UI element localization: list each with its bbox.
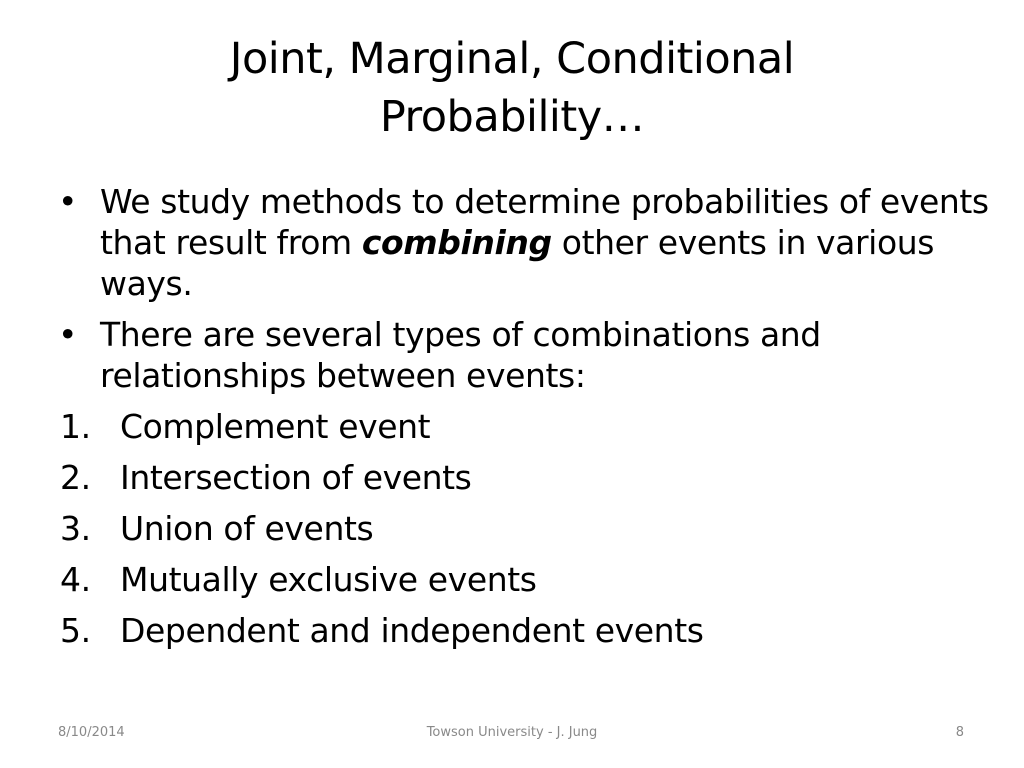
numbered-item <box>56 508 1006 549</box>
title-line-2: Probability… <box>379 92 645 142</box>
bullet-item <box>56 314 1006 396</box>
bullet-mark: • <box>58 182 78 221</box>
bullet-text: There are several types of combinations and relationships between events: <box>100 315 821 395</box>
item-text: Dependent and independent events <box>120 611 704 650</box>
item-number: 3. <box>60 509 91 548</box>
item-number: 5. <box>60 611 91 650</box>
bullet-emphasis: combining <box>361 223 552 262</box>
bullet-mark: • <box>58 315 78 354</box>
bullet-text-after: other events in various ways. <box>100 223 935 303</box>
numbered-item <box>56 610 1006 651</box>
item-text: Intersection of events <box>120 458 472 497</box>
bullet-text-before: We study methods to determine probabilities of events that result from <box>100 182 989 262</box>
item-number: 2. <box>60 458 91 497</box>
slide-body <box>56 181 1006 661</box>
numbered-item <box>56 406 1006 447</box>
item-text: Union of events <box>120 509 374 548</box>
item-number: 4. <box>60 560 91 599</box>
title-line-1: Joint, Marginal, Conditional <box>229 34 795 84</box>
slide-title <box>100 30 924 146</box>
item-number: 1. <box>60 407 91 446</box>
numbered-item <box>56 457 1006 498</box>
footer-page-number: 8 <box>955 725 964 740</box>
numbered-item <box>56 559 1006 600</box>
item-text: Complement event <box>120 407 431 446</box>
bullet-item <box>56 181 1006 304</box>
item-text: Mutually exclusive events <box>120 560 537 599</box>
footer-author: Towson University - J. Jung <box>426 725 598 740</box>
footer-date: 8/10/2014 <box>58 725 125 740</box>
